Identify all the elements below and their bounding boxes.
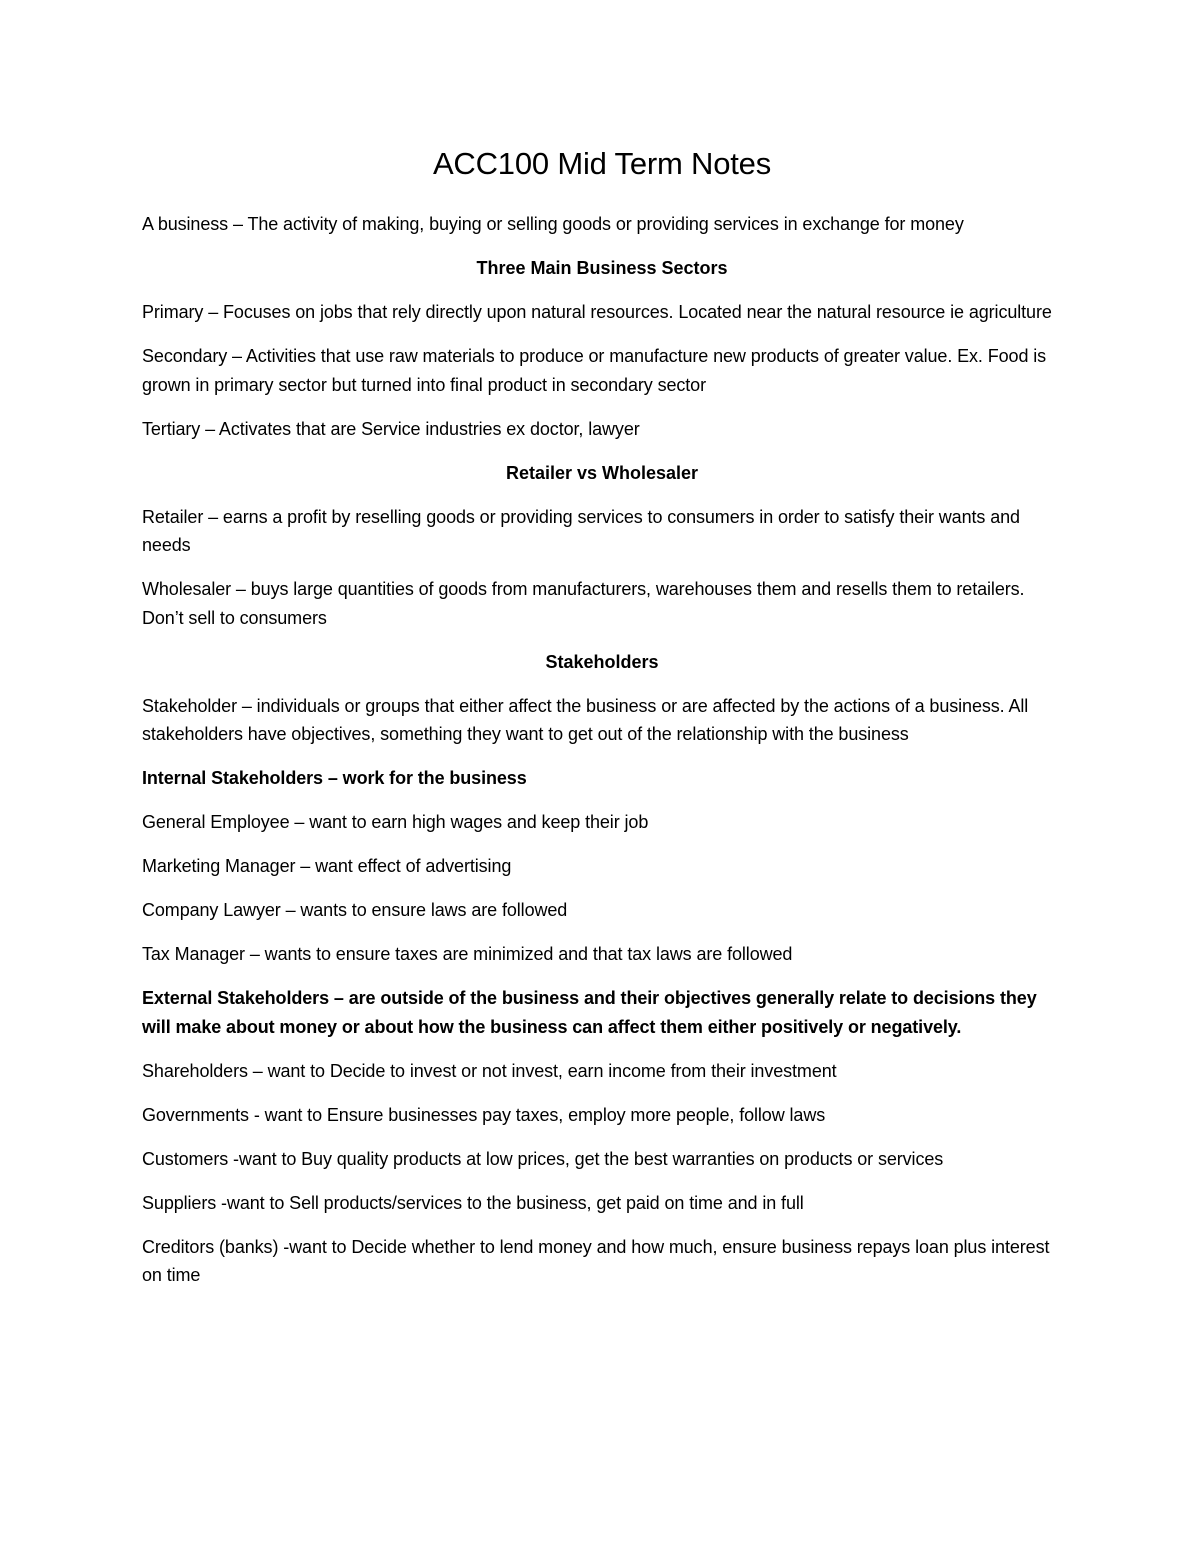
- tax-manager-note: Tax Manager – wants to ensure taxes are minimized and that tax laws are followed: [142, 944, 793, 964]
- company-lawyer-note: Company Lawyer – wants to ensure laws are followed: [142, 900, 568, 920]
- heading-retailer-vs-wholesaler: Retailer vs Wholesaler: [505, 462, 699, 483]
- marketing-manager-note: Marketing Manager – want effect of advertising: [142, 856, 512, 876]
- shareholders-note: Shareholders – want to Decide to invest or not invest, earn income from their investment: [142, 1060, 837, 1081]
- document-title: ACC100 Mid Term Notes: [432, 146, 772, 181]
- creditors-note: Creditors (banks) -want to Decide whether to lend money and how much, ensure business repays loan plus interest on time: [142, 1236, 1050, 1285]
- business-definition: A business – The activity of making, buying or selling goods or providing services in exchange for money: [142, 214, 964, 234]
- secondary-sector-note: Secondary – Activities that use raw materials to produce or manufacture new products of greater value. Ex. Food is grown in primary sector but turned into final product in secondary sector: [142, 346, 1047, 395]
- customers-note: Customers -want to Buy quality products at low prices, get the best warranties on products or services: [142, 1148, 944, 1169]
- governments-note: Governments - want to Ensure businesses pay taxes, employ more people, follow laws: [142, 1104, 826, 1125]
- document-content: [142, 140, 1062, 1305]
- external-stakeholders-heading: External Stakeholders – are outside of the business and their objectives generally relate to decisions they will make about money or about how the business can affect them either positively or negatively.: [142, 988, 1037, 1037]
- primary-sector-note: Primary – Focuses on jobs that rely directly upon natural resources. Located near the natural resource ie agriculture: [142, 302, 1052, 322]
- retailer-note: Retailer – earns a profit by reselling goods or providing services to consumers in order to satisfy their wants and needs: [142, 506, 1020, 555]
- heading-business-sectors: Three Main Business Sectors: [476, 258, 728, 278]
- stakeholder-definition: Stakeholder – individuals or groups that either affect the business or are affected by the actions of a business. All stakeholders have objectives, something they want to get out of the relationship with the business: [142, 695, 1029, 744]
- general-employee-note: General Employee – want to earn high wages and keep their job: [142, 812, 649, 832]
- heading-stakeholders: Stakeholders: [545, 651, 659, 672]
- tertiary-sector-note: Tertiary – Activates that are Service industries ex doctor, lawyer: [142, 418, 640, 439]
- wholesaler-note: Wholesaler – buys large quantities of goods from manufacturers, warehouses them and resells them to retailers. Don’t sell to consumers: [142, 579, 1025, 628]
- suppliers-note: Suppliers -want to Sell products/services to the business, get paid on time and in full: [142, 1192, 804, 1213]
- internal-stakeholders-heading: Internal Stakeholders – work for the business: [142, 768, 527, 788]
